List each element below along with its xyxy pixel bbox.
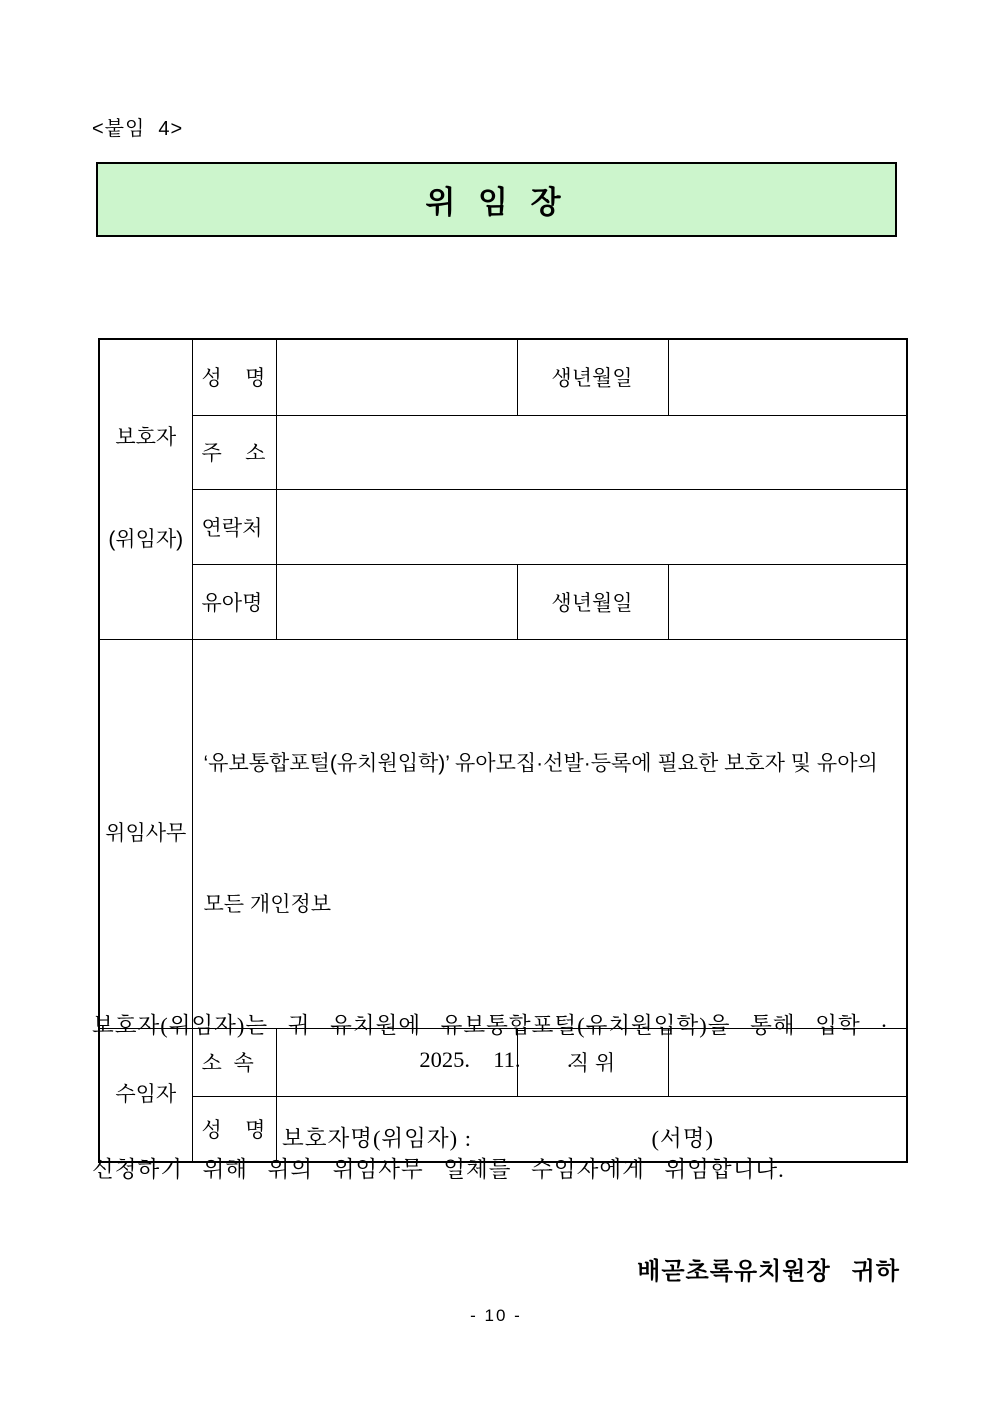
- page-number: - 10 -: [470, 1306, 522, 1325]
- table-row-guardian-name: [99, 339, 907, 415]
- label-position: 직 위: [517, 1028, 668, 1096]
- task-content-line2: 모든 개인정보: [203, 892, 332, 916]
- guardian-name-value-cell: [276, 339, 517, 415]
- title-box: [96, 162, 897, 237]
- declaration-paragraph: [92, 906, 916, 1290]
- child-name-value-cell: [276, 564, 517, 639]
- signer-label: 보호자명(위임자) :: [282, 1126, 473, 1151]
- attachment-label: <붙임 4>: [92, 118, 184, 140]
- label-contact: 연락처: [192, 489, 276, 564]
- signature-row: [282, 1121, 714, 1153]
- label-child-name: 유아명: [192, 564, 276, 639]
- declaration-line2: 신청하기 위해 위의 위임사무 일체를 수임자에게 위임합니다.: [92, 1157, 785, 1182]
- group-delegate-cell: 수임자: [99, 1028, 192, 1162]
- signature-note: (서명): [651, 1126, 714, 1151]
- group-task-cell: 위임사무: [99, 639, 192, 1028]
- address-value-cell: [276, 415, 907, 489]
- guardian-group-label-line1: 보호자: [115, 426, 177, 450]
- table-row-address: [99, 415, 907, 489]
- group-guardian-cell: [99, 339, 192, 639]
- label-affiliation: 소 속: [192, 1028, 276, 1096]
- guardian-group-label-line2: (위임자): [108, 528, 184, 552]
- table-row-child: [99, 564, 907, 639]
- task-content-line1: ‘유보통합포털(유치원입학)’ 유아모집·선발·등록에 필요한 보호자 및 유아의: [203, 751, 878, 775]
- date-line: 2025. 11. .: [419, 1047, 573, 1072]
- label-guardian-name: 성 명: [192, 339, 276, 415]
- contact-value-cell: [276, 489, 907, 564]
- child-birthdate-value-cell: [668, 564, 907, 639]
- label-delegate-name: 성 명: [192, 1096, 276, 1162]
- table-row-contact: [99, 489, 907, 564]
- label-guardian-birthdate: 생년월일: [517, 339, 668, 415]
- addressee: 배곧초록유치원장 귀하: [637, 1259, 900, 1285]
- guardian-birthdate-value-cell: [668, 339, 907, 415]
- page-title: 위 임 장: [425, 185, 568, 220]
- label-child-birthdate: 생년월일: [517, 564, 668, 639]
- declaration-line1: 보호자(위임자)는 귀 유치원에 유보통합포털(유치원입학)을 통해 입학 ·: [92, 1013, 889, 1038]
- label-address: 주 소: [192, 415, 276, 489]
